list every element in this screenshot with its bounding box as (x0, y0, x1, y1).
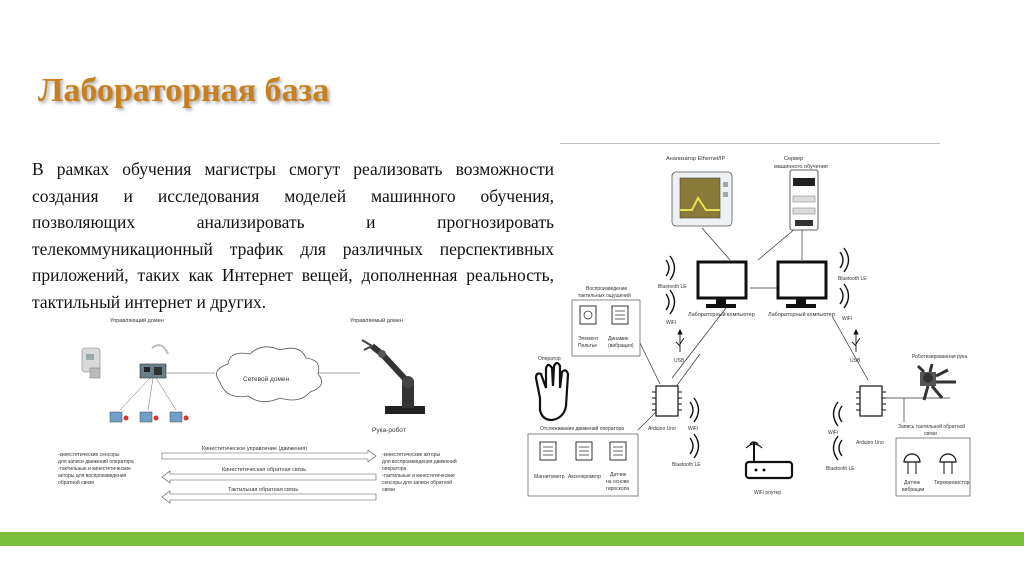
bluetooth-signal-icon (690, 434, 699, 458)
wifi-signal-icon (666, 290, 675, 314)
bluetooth-label: Bluetooth LE (838, 276, 867, 282)
operator-sensor-note: обратной связи (58, 480, 95, 486)
bluetooth-label: Bluetooth LE (826, 466, 855, 472)
chip-icon (580, 306, 596, 324)
wifi-label: WiFi (666, 320, 676, 326)
usb-icon (676, 330, 684, 352)
robot-actuator-note: для воспроизведения движений (382, 459, 457, 465)
thermistor-label: Терморезистор (934, 480, 970, 486)
vibration-sensor-icon (904, 454, 920, 474)
operator-sensor-note: акторы для воспроизведения (58, 473, 127, 479)
wifi-router-icon (746, 442, 792, 478)
operator-hand-icon (536, 363, 568, 420)
tactile-record-label: Запись тактильной обратной (898, 424, 966, 430)
haptic-glove-icon (82, 348, 100, 378)
haptic-domains-diagram (50, 310, 500, 510)
thermistor-icon (940, 454, 956, 474)
kinesthetic-feedback-label: Кинестетическая обратная связь (222, 467, 307, 473)
peltier-label: Элемент (578, 336, 599, 342)
chip-icon (540, 442, 556, 460)
sensor-node-icon (170, 412, 189, 422)
bluetooth-signal-icon (840, 248, 849, 272)
gyro-sensor-label: гироскопа (606, 486, 630, 492)
robot-actuator-note: -тактильные и кинестетические (382, 473, 455, 479)
operator-sensor-note: для записи движений оператора (58, 459, 134, 465)
operator-label: Оператор (538, 356, 561, 362)
tactile-record-label: связи (924, 431, 937, 437)
chip-icon (576, 442, 592, 460)
footer-bar (0, 532, 1024, 546)
vibration-speaker-label: Динамик (608, 336, 629, 342)
arduino-board-icon (652, 386, 682, 416)
vibration-sensor-label: Датчик (904, 480, 920, 486)
network-domain-label: Сетевой домен (243, 376, 290, 383)
chip-icon (612, 306, 628, 324)
tactile-feedback-label: Тактильная обратная связь (228, 487, 299, 493)
lab-computer-label: Лабораторный компьютер (768, 312, 835, 318)
robotic-arm-label: Роботизированная рука (912, 354, 968, 360)
magnetometer-label: Магнитометр (534, 474, 565, 480)
lab-computer-label: Лабораторный компьютер (688, 312, 755, 318)
vibration-speaker-label: (вибрация) (608, 343, 634, 349)
robot-actuator-note: оператора (382, 466, 407, 472)
connection-lines (638, 223, 950, 430)
robot-arm-icon (362, 340, 425, 414)
ml-server-label: машинного обучения (774, 164, 828, 170)
ml-server-icon (790, 170, 818, 230)
bluetooth-label: Bluetooth LE (658, 284, 687, 290)
wifi-signal-icon (834, 402, 843, 426)
bluetooth-label: Bluetooth LE (672, 462, 701, 468)
controller-board-icon (140, 345, 168, 378)
wifi-signal-icon (690, 398, 699, 422)
robot-actuator-note: связи (382, 487, 395, 493)
controlled-domain-label: Управляемый домен (350, 318, 403, 324)
network-cloud (216, 347, 321, 402)
analyzer-label: Анализатор Ethernet/IP (666, 156, 726, 162)
wifi-label: WiFi (842, 316, 852, 322)
accelerometer-label: Акселерометр (568, 474, 602, 480)
usb-label: USB (674, 358, 685, 364)
chip-icon (610, 442, 626, 460)
robot-actuator-note: сенсоры для записи обратной (382, 480, 453, 486)
wifi-router-label: WiFi роутер (754, 490, 782, 496)
tactile-playback-label: Воспроизведение (586, 286, 628, 292)
lab-network-diagram (520, 148, 980, 508)
wifi-signal-icon (840, 284, 849, 308)
analyzer-device-icon (672, 172, 732, 226)
usb-icon (852, 330, 860, 352)
sensor-node-icon (110, 412, 129, 422)
top-divider (560, 143, 940, 144)
bluetooth-signal-icon (666, 256, 675, 280)
peltier-label: Пельтье (578, 343, 598, 349)
lab-computer-icon (698, 262, 746, 308)
ml-server-label: Сервер (784, 156, 804, 162)
robotic-hand-icon (918, 364, 956, 400)
arduino-board-icon (856, 386, 886, 416)
vibration-sensor-label: вибрации (902, 487, 925, 493)
wifi-label: WiFi (688, 426, 698, 432)
motion-tracking-label: Отслеживание движений оператора (540, 426, 625, 432)
operator-sensor-note: -кинестетические сенсоры (58, 452, 120, 458)
wifi-label: WiFi (828, 430, 838, 436)
robot-arm-label: Рука-робот (372, 427, 406, 434)
body-paragraph: В рамках обучения магистры смогут реализовать возможности создания и исследования моделей машинного обучения, позволяющих анализировать и прогнозировать телекоммуникационный трафик для различных перспективных приложений, таких как Интернет вещей, дополненная реальность, тактильный интернет и других. (32, 159, 554, 312)
gyro-sensor-label: на основе (606, 479, 630, 485)
kinesthetic-control-label: Кинестетическое управление (движения) (202, 446, 308, 452)
gyro-sensor-label: Датчик (610, 472, 626, 478)
lab-computer-icon (778, 262, 826, 308)
usb-label: USB (850, 358, 861, 364)
operator-sensor-note: -тактильные и кинестетические (58, 466, 131, 472)
sensor-node-icon (140, 412, 159, 422)
control-domain-label: Управляющий домен (110, 318, 164, 324)
arduino-label: Arduino Uno (648, 426, 676, 432)
bluetooth-signal-icon (834, 436, 843, 460)
robot-actuator-note: -кинестетические акторы (382, 452, 441, 458)
tactile-playback-label: тактильных ощущений (578, 293, 631, 299)
slide-title: Лабораторная база (38, 72, 330, 109)
arduino-label: Arduino Uno (856, 440, 884, 446)
